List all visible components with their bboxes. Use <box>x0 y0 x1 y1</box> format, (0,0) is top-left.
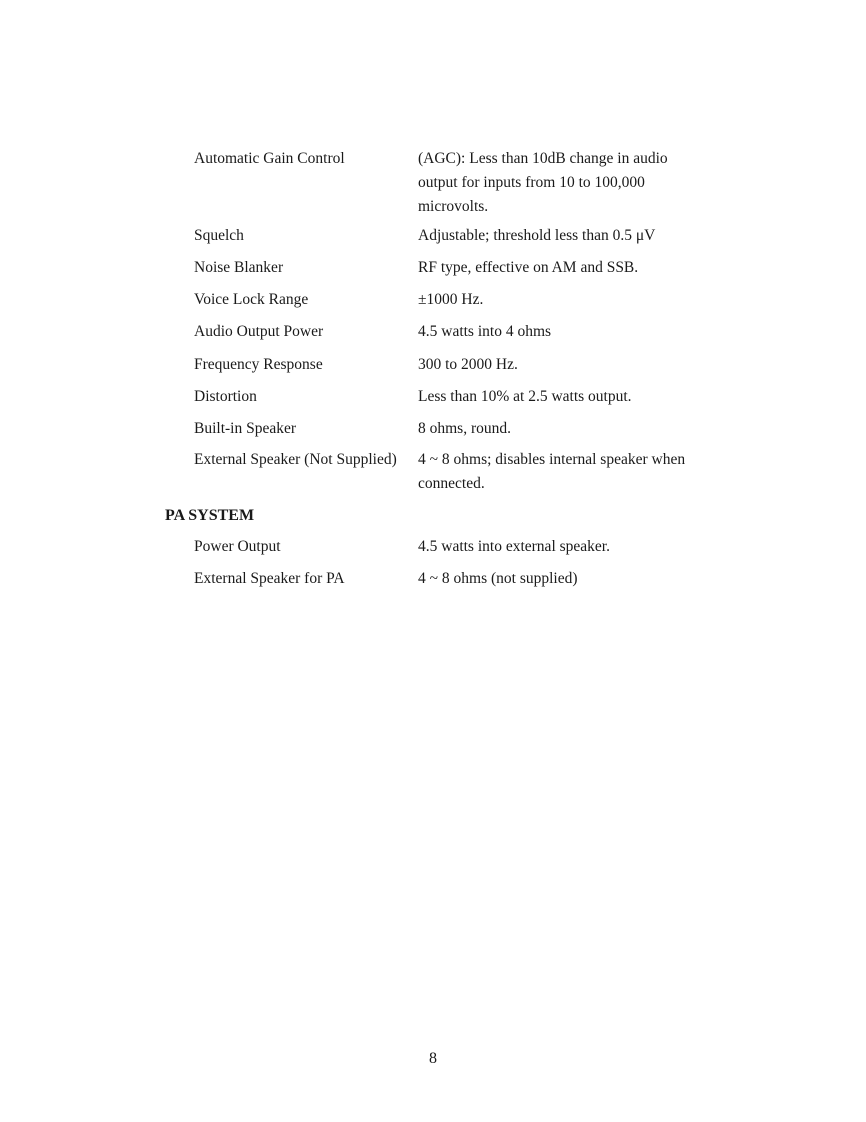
spec-label: Distortion <box>194 388 257 405</box>
spec-label: External Speaker for PA <box>194 570 345 587</box>
spec-value: RF type, effective on AM and SSB. <box>418 259 639 276</box>
spec-label: Built-in Speaker <box>194 420 297 437</box>
spec-label: Audio Output Power <box>194 323 324 340</box>
spec-label: External Speaker (Not Supplied) <box>194 451 397 468</box>
spec-value: 4 ~ 8 ohms; disables internal speaker when connected. <box>418 451 686 492</box>
spec-label: Noise Blanker <box>194 259 284 276</box>
spec-value: 300 to 2000 Hz. <box>418 356 518 373</box>
spec-value: 4.5 watts into external speaker. <box>418 538 610 555</box>
spec-value: ±1000 Hz. <box>418 291 484 308</box>
spec-label: Voice Lock Range <box>194 291 309 308</box>
page-number: 8 <box>429 1050 437 1067</box>
spec-label: Automatic Gain Control <box>194 150 345 167</box>
spec-value: 8 ohms, round. <box>418 420 511 437</box>
spec-value: 4.5 watts into 4 ohms <box>418 323 552 340</box>
spec-label: Power Output <box>194 538 281 555</box>
spec-label: Squelch <box>194 227 244 244</box>
spec-value: 4 ~ 8 ohms (not supplied) <box>418 570 578 587</box>
spec-value: (AGC): Less than 10dB change in audio output for inputs from 10 to 100,000 microvolts. <box>418 150 668 215</box>
spec-label: Frequency Response <box>194 356 323 373</box>
section-heading-pa-system: PA SYSTEM <box>165 507 255 524</box>
spec-value: Less than 10% at 2.5 watts output. <box>418 388 632 405</box>
spec-value: Adjustable; threshold less than 0.5 μV <box>418 227 656 244</box>
